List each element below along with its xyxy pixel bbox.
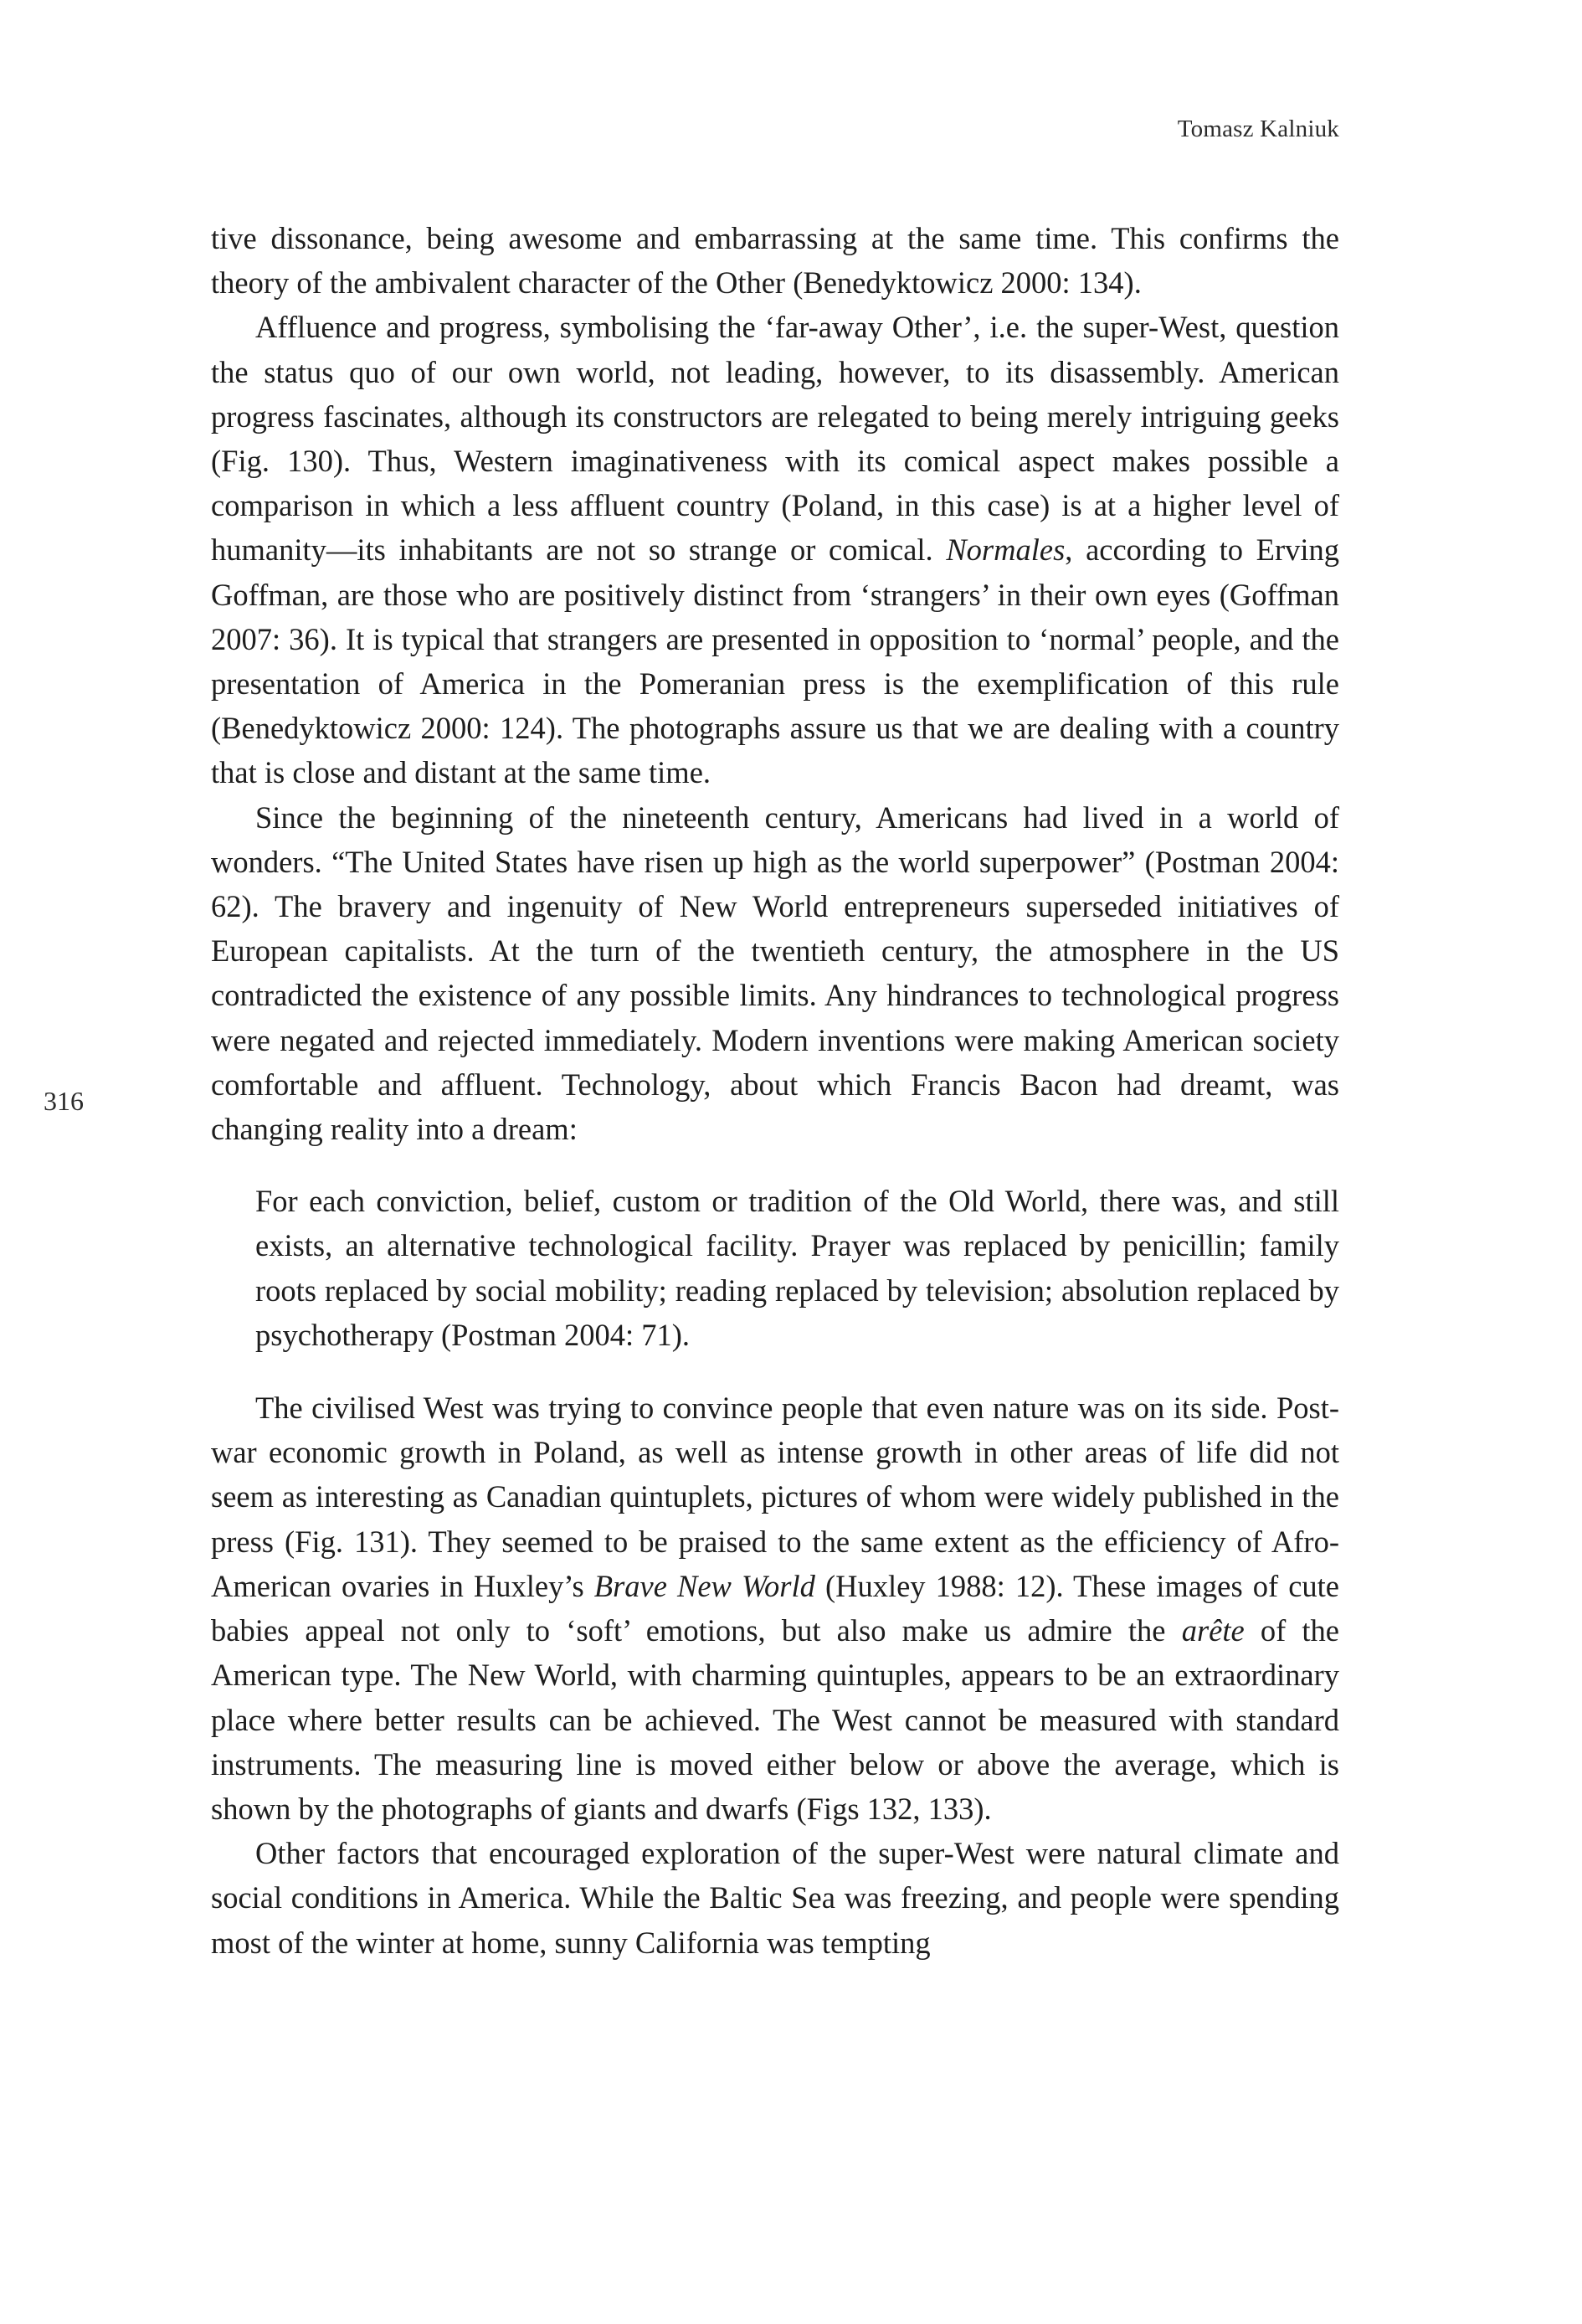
body-text bbox=[211, 216, 1339, 1965]
text-segment: Affluence and progress, symbolising the ‘far-away Other’, i.e. the super-West, question the status quo of our own world, not leading, however, to its disassembly. American progress fascinates, although its constructors are relegated to being merely intriguing geeks (Fig. 130). Thus, Western imaginativeness with its comical aspect makes possible a comparison in which a less affluent country (Poland, in this case) is at a higher level of humanity—its inhabitants are not so strange or comical. bbox=[211, 310, 1339, 568]
block-quote bbox=[255, 1179, 1339, 1357]
paragraph-nineteenth-century: Since the beginning of the nineteenth century, Americans had lived in a world of wonders. “The United States have risen up high as the world superpower” (Postman 2004: 62). The bravery and ingenuity of New World entrepreneurs superseded initiatives of European capitalists. At the turn of the twentieth century, the atmosphere in the US contradicted the existence of any possible limits. Any hindrances to technological progress were negated and rejected immediately. Modern inventions were making American society comfortable and affluent. Technology, about which Francis Bacon had dreamt, was changing reality into a dream: bbox=[211, 800, 1339, 1147]
italic-term-arete: arête bbox=[1181, 1613, 1245, 1648]
running-head-author: Tomasz Kalniuk bbox=[1177, 116, 1339, 142]
italic-term-normales: Normales bbox=[946, 532, 1066, 568]
page-number: 316 bbox=[44, 1086, 84, 1116]
text-segment: , according to Erving Goffman, are those who are positively distinct from ‘strangers’ in their own eyes (Goffman 2007: 36). It is typical that strangers are presented in opposition to ‘normal’ people, and the presentation of America in the Pomeranian press is the exemplification of this rule (Benedyktowicz 2000: 124). The photographs assure us that we are dealing with a country that is close and distant at the same time. bbox=[211, 532, 1339, 790]
italic-title-brave-new-world: Brave New World bbox=[593, 1568, 815, 1603]
text-segment: (Huxley 1988: 12). These images of cute babies appeal not only to ‘soft’ emotions, but also make us admire the bbox=[211, 1568, 1339, 1648]
paragraph-civilised-west bbox=[211, 1386, 1339, 1831]
text-segment: of the American type. The New World, with charming quintuples, appears to be an extraordinary place where better results can be achieved. The West cannot be measured with standard instruments. The measuring line is moved either below or above the average, which is shown by the photographs of giants and dwarfs (Figs 132, 133). bbox=[211, 1613, 1340, 1826]
paragraph-continued: tive dissonance, being awesome and embarrassing at the same time. This confirms the theory of the ambivalent character of the Other (Benedyktowicz 2000: 134). bbox=[211, 221, 1339, 301]
paragraph-affluence bbox=[211, 305, 1339, 794]
block-quote-text: For each conviction, belief, custom or tradition of the Old World, there was, and still exists, an alternative technological facility. Prayer was replaced by penicillin; family roots replaced by social mobility; reading replaced by television; absolution replaced by psychotherapy (Postman 2004: 71). bbox=[255, 1184, 1339, 1352]
text-segment: The civilised West was trying to convince people that even nature was on its side. Post-war economic growth in Poland, as well as intense growth in other areas of life did not seem as interesting as Canadian quintuplets, pictures of whom were widely published in the press (Fig. 131). They seemed to be praised to the same extent as the efficiency of Afro-American ovaries in Huxley’s bbox=[211, 1391, 1339, 1603]
paragraph-other-factors: Other factors that encouraged exploration of the super-West were natural climate and social conditions in America. While the Baltic Sea was freezing, and people were spending most of the winter at home, sunny California was tempting bbox=[211, 1836, 1339, 1960]
